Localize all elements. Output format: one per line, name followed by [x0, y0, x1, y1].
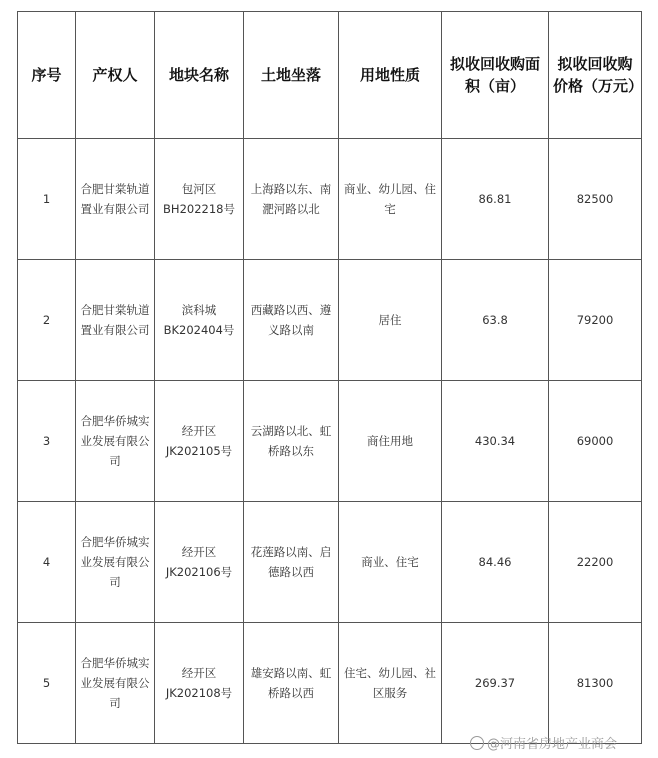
- header-location: 土地坐落: [244, 12, 339, 139]
- cell-no: 2: [18, 260, 76, 381]
- land-buyback-table: [17, 11, 642, 744]
- header-parcel: 地块名称: [155, 12, 244, 139]
- cell-use: 住宅、幼儿园、社区服务: [339, 623, 442, 744]
- cell-parcel: 经开区JK202108号: [155, 623, 244, 744]
- cell-area: 84.46: [442, 502, 549, 623]
- table-row: [18, 502, 642, 623]
- cell-parcel: 经开区JK202106号: [155, 502, 244, 623]
- cell-no: 5: [18, 623, 76, 744]
- cell-no: 3: [18, 381, 76, 502]
- weibo-icon: [470, 736, 484, 750]
- watermark: [470, 733, 617, 752]
- header-use: 用地性质: [339, 12, 442, 139]
- table-row: [18, 623, 642, 744]
- table-row: [18, 260, 642, 381]
- cell-price: 82500: [549, 139, 642, 260]
- cell-parcel: 滨科城BK202404号: [155, 260, 244, 381]
- cell-owner: 合肥华侨城实业发展有限公司: [76, 623, 155, 744]
- cell-owner: 合肥甘棠轨道置业有限公司: [76, 139, 155, 260]
- cell-no: 1: [18, 139, 76, 260]
- cell-location: 云湖路以北、虹桥路以东: [244, 381, 339, 502]
- cell-owner: 合肥甘棠轨道置业有限公司: [76, 260, 155, 381]
- cell-use: 商业、幼儿园、住宅: [339, 139, 442, 260]
- cell-location: 花莲路以南、启德路以西: [244, 502, 339, 623]
- cell-no: 4: [18, 502, 76, 623]
- header-price: 拟收回收购价格（万元）: [549, 12, 642, 139]
- cell-parcel: 经开区JK202105号: [155, 381, 244, 502]
- cell-location: 雄安路以南、虹桥路以西: [244, 623, 339, 744]
- cell-area: 430.34: [442, 381, 549, 502]
- cell-price: 81300: [549, 623, 642, 744]
- cell-owner: 合肥华侨城实业发展有限公司: [76, 381, 155, 502]
- cell-area: 63.8: [442, 260, 549, 381]
- header-owner: 产权人: [76, 12, 155, 139]
- header-no: 序号: [18, 12, 76, 139]
- watermark-text: @河南省房地产业商会: [487, 737, 618, 752]
- cell-area: 269.37: [442, 623, 549, 744]
- table-header-row: [18, 12, 642, 139]
- table-row: [18, 381, 642, 502]
- cell-parcel: 包河区BH202218号: [155, 139, 244, 260]
- cell-owner: 合肥华侨城实业发展有限公司: [76, 502, 155, 623]
- header-area: 拟收回收购面积（亩）: [442, 12, 549, 139]
- cell-price: 22200: [549, 502, 642, 623]
- cell-use: 商住用地: [339, 381, 442, 502]
- table-row: [18, 139, 642, 260]
- cell-price: 69000: [549, 381, 642, 502]
- cell-location: 西藏路以西、遵义路以南: [244, 260, 339, 381]
- cell-use: 居住: [339, 260, 442, 381]
- cell-use: 商业、住宅: [339, 502, 442, 623]
- cell-area: 86.81: [442, 139, 549, 260]
- cell-location: 上海路以东、南淝河路以北: [244, 139, 339, 260]
- cell-price: 79200: [549, 260, 642, 381]
